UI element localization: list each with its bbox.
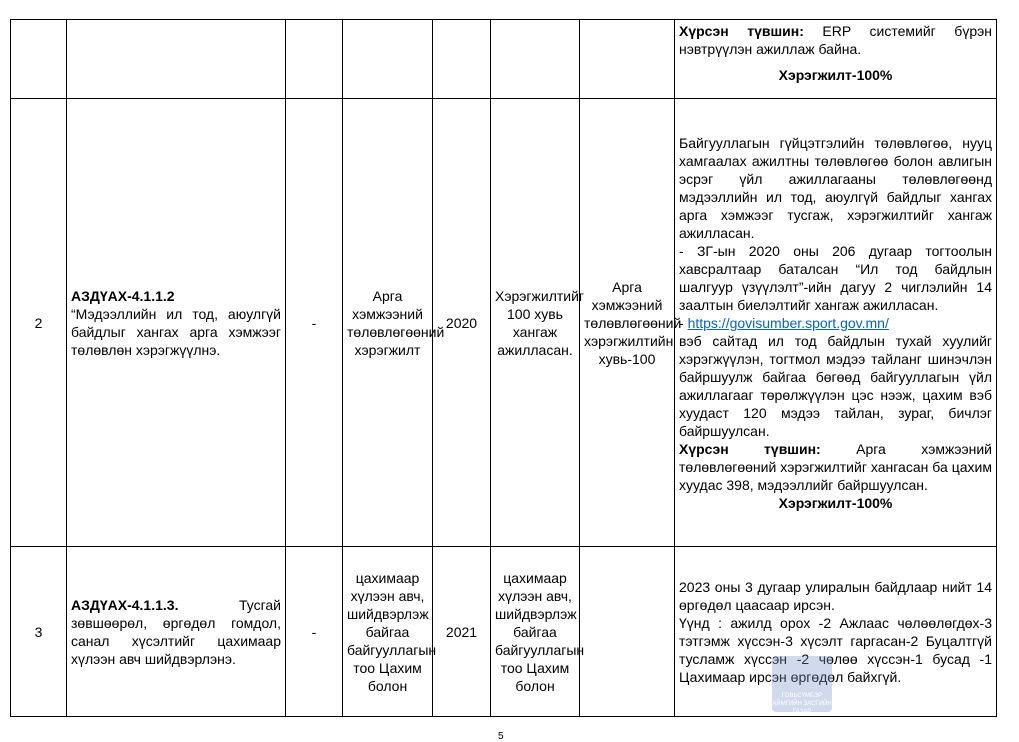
result-paragraph [679,440,992,494]
description-paragraph: вэб сайтад ил тод байдлын тухай хуулийг хэрэгжүүлэн, тогтмол мэдээ тайланг шинэчлэн байршуулж байгаа бөгөөд байгууллагын үйл ажиллагааг төрөлжүүлэн цэс нээж, цахим вэб хуудаст 120 мэдээ тайлан, зураг, бичлэг байршуулсан. [679,332,992,439]
objective-code: АЗДҮАХ-4.1.1.3. [71,596,179,613]
table-row [11,20,997,99]
objective-text: “Мэдээллийн ил тод, аюулгүй байдлыг хангах арга хэмжээг төлөвлөн хэрэгжүүлнэ. [71,305,281,358]
cell-num [11,20,67,99]
cell-objective [67,20,286,99]
cell-baseline: - [286,99,343,547]
objective-code: АЗДҮАХ-4.1.1.2 [71,287,175,304]
result-text: Арга хэмжээний төлөвлөгөөний хэрэгжилтийг хангасан ба цахим хуудас 398, мэдээллийг байршуулсан. [679,440,993,493]
link-prefix: - [679,314,688,331]
cell-target: Хэрэгжилтийг 100 хувь хангаж ажилласан. [491,99,580,547]
cell-outcome [580,547,675,717]
cell-outcome: Арга хэмжээний төлөвлөгөөний хэрэгжилтийн хувь-100 [580,99,675,547]
cell-baseline: - [286,547,343,717]
description-paragraph: Үүнд : ажилд орох -2 Ажлаас чөлөөлөгдөх-3 тэтгэмж хүссэн-3 хүсэлт гаргасан-2 Буцалтгүй тусламж хүссэн -2 чөлөө хүссэн-1 бусад -1 Цахимаар ирсэн өргөдөл байхгүй. [679,614,992,685]
objective-text: Тусгай зөвшөөрөл, өргөдөл гомдол, санал хүсэлтийг цахимаар хүлээн авч шийдвэрлэнэ. [71,596,281,667]
report-table [10,19,997,717]
table-row [11,547,997,717]
result-label: Хүрсэн түвшин: [679,23,804,39]
table-row [11,99,997,547]
cell-num: 2 [11,99,67,547]
cell-target [491,20,580,99]
cell-description [675,547,997,717]
page-number: 5 [498,731,504,742]
cell-description [675,99,997,547]
link-line [679,314,992,332]
result-label: Хүрсэн түвшин: [679,440,821,457]
cell-year: 2020 [433,99,491,547]
performance-label: Хэрэгжилт-100% [778,67,893,83]
performance-label: Хэрэгжилт-100% [778,494,893,511]
cell-outcome [580,20,675,99]
description-paragraph: Байгууллагын гүйцэтгэлийн төлөвлөгөө, нууц хамгаалах ажилтны төлөвлөгөө болон авлигын эсрэг үйл ажиллагааны төлөвлөгөөнд мэдээллийн ил тод, аюулгүй байдлыг хангах арга хэмжээг тусгаж, хэрэгжилтийг хангаж ажилласан. [679,134,992,241]
cell-objective [67,547,286,717]
website-link[interactable]: https://govisumber.sport.gov.mn/ [687,314,889,331]
cell-indicator: Арга хэмжээний төлөвлөгөөний хэрэгжилт [343,99,433,547]
cell-indicator: цахимаар хүлээн авч, шийдвэрлэж байгаа байгууллагын тоо Цахим болон [343,547,433,717]
cell-target: цахимаар хүлээн авч, шийдвэрлэж байгаа байгууллагын тоо Цахим болон [491,547,580,717]
cell-description [675,20,997,99]
cell-num: 3 [11,547,67,717]
cell-year: 2021 [433,547,491,717]
result-text: ERP системийг бүрэн нэвтрүүлэн ажиллаж байна. [679,23,992,57]
result-paragraph [679,22,992,58]
cell-year [433,20,491,99]
cell-baseline [286,20,343,99]
cell-indicator [343,20,433,99]
cell-objective [67,99,286,547]
description-paragraph: 2023 оны 3 дугаар улиралын байдлаар нийт 14 өргөдөл цаасаар ирсэн. [679,578,992,613]
stamp-logo: ГОВЬСҮМБЭР АЙМГИЙН ЗАСГИЙН ГАЗАР [772,656,832,712]
description-paragraph: - ЗГ-ын 2020 оны 206 дугаар тогтоолын хавсралтаар баталсан “Ил тод байдлын шалгуур үзүүлэлт”-ийн дагуу 2 чиглэлийн 14 заалтын биелэлтийг хангаж ажилласан. [679,242,992,313]
